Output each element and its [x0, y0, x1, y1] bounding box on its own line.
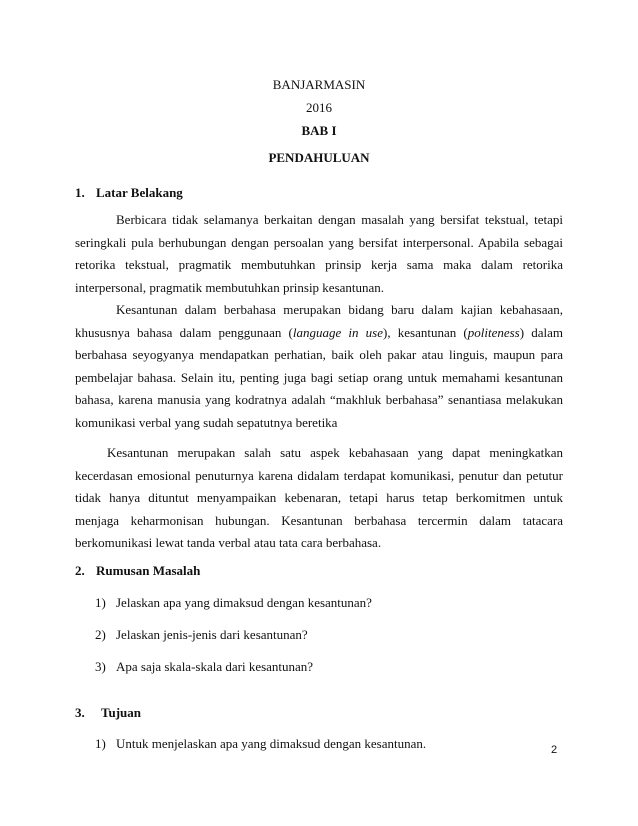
list-item-number: 1) — [95, 595, 106, 610]
section-number: 1. — [75, 185, 85, 200]
paragraph-2 — [75, 299, 563, 435]
chapter-title: PENDAHULUAN — [268, 150, 370, 165]
list-item-number: 2) — [95, 627, 106, 642]
section-title: Rumusan Masalah — [96, 563, 201, 578]
list-item — [95, 736, 426, 752]
paragraph-3: Kesantunan merupakan salah satu aspek kebahasaan yang dapat meningkatkan kecerdasan emosional penuturnya karena didalam terdapat komunikasi, penutur dan petutur tidak hanya dituntut menyampaikan kebenaran, tetapi harus tetap berkomitmen untuk menjaga keharmonisan hubungan. Kesantunan berbahasa tercermin dalam tatacara berkomunikasi lewat tanda verbal atau tata cara berbahasa. — [75, 445, 563, 551]
list-item-text: Untuk menjelaskan apa yang dimaksud dengan kesantunan. — [116, 736, 427, 751]
list-item — [95, 627, 308, 643]
section-heading-tujuan — [75, 705, 141, 721]
list-item-number: 1) — [95, 736, 106, 751]
chapter-label: BAB I — [301, 123, 337, 138]
section-title: Latar Belakang — [96, 185, 183, 200]
list-item — [95, 659, 313, 675]
paragraph-2-text-a: Kesantunan dalam berbahasa merupakan bidang baru dalam kajian kebahasaan, khususnya bahasa dalam penggunaan ( — [75, 302, 563, 340]
section-title: Tujuan — [101, 705, 141, 720]
header-year: 2016 — [306, 100, 332, 115]
paragraph-1: Berbicara tidak selamanya berkaitan dengan masalah yang bersifat tekstual, tetapi seringkali pula berhubungan dengan persoalan yang bersifat interpersonal. Apabila sebagai retorika tekstual, pragmatik membutuhkan prinsip kerja sama maka dalam retorika interpersonal, pragmatik membutuhkan prinsip kesantunan. — [75, 212, 563, 295]
header-city: BANJARMASIN — [272, 77, 366, 92]
section-number: 3. — [75, 705, 85, 720]
section-heading-latar-belakang — [75, 185, 183, 201]
list-item — [95, 595, 372, 611]
page-number: 2 — [551, 744, 558, 756]
section-number: 2. — [75, 563, 85, 578]
italic-language-in-use: language in use — [292, 324, 384, 340]
list-item-text: Jelaskan apa yang dimaksud dengan kesantunan? — [116, 595, 372, 610]
section-heading-rumusan-masalah — [75, 563, 200, 579]
paragraph-2-text-c: ), kesantunan ( — [383, 324, 468, 340]
list-item-number: 3) — [95, 659, 106, 674]
list-item-text: Apa saja skala-skala dari kesantunan? — [116, 659, 314, 674]
italic-politeness: politeness — [467, 324, 520, 340]
paragraph-2-text-e: ) dalam berbahasa seyogyanya mendapatkan perhatian, baik oleh pakar atau linguis, maupun para pembelajar bahasa. Selain itu, penting juga bagi setiap orang untuk memahami kesantunan bahasa, karena manusia yang kodratnya adalah “makhluk berbahasa” senantiasa melakukan komunikasi verbal yang sudah sepatutnya beretika — [75, 324, 564, 430]
list-item-text: Jelaskan jenis-jenis dari kesantunan? — [116, 627, 308, 642]
